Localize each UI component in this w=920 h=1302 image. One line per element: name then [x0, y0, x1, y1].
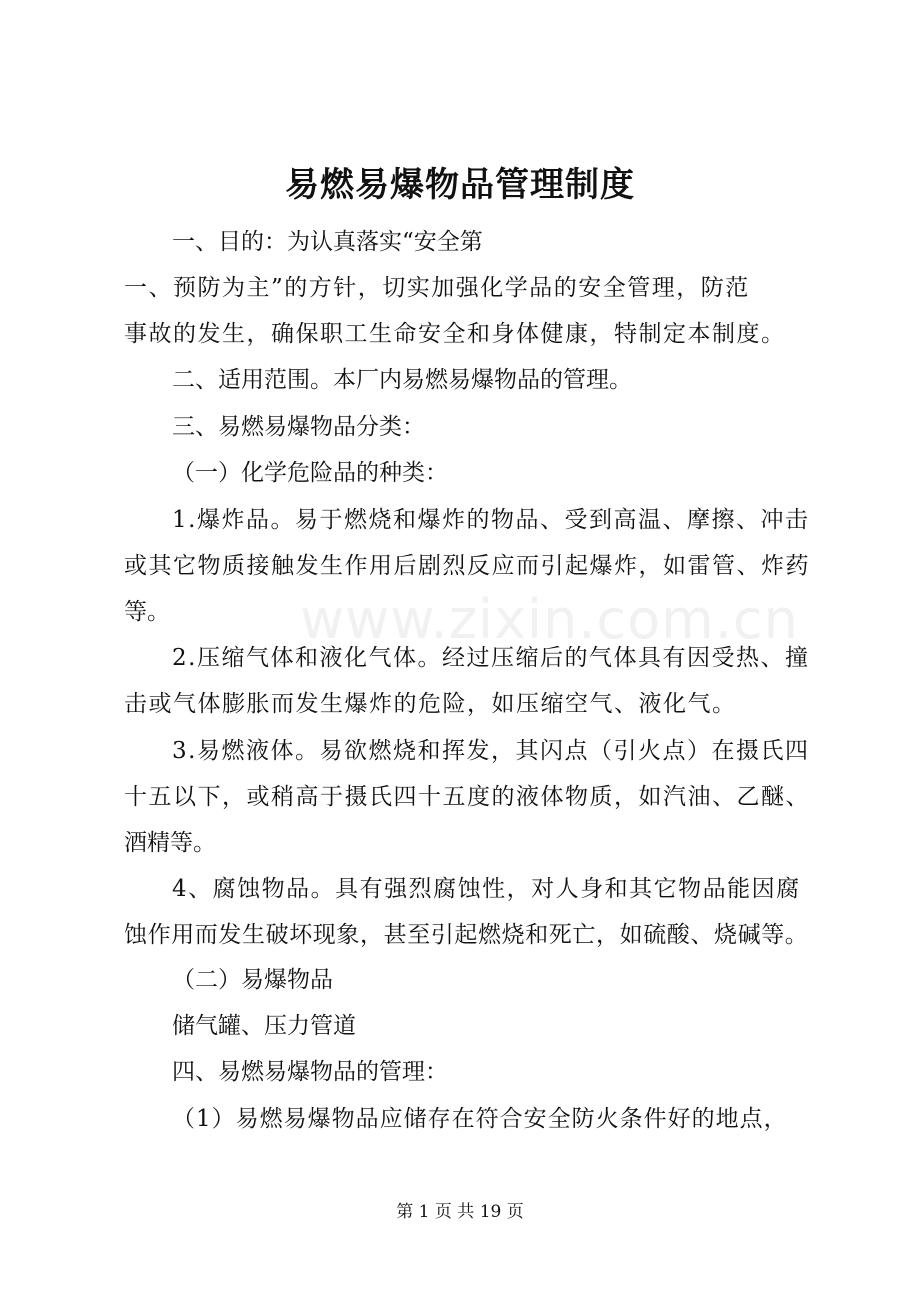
paragraph-line: 2.压缩气体和液化气体。经过压缩后的气体具有因受热、撞	[172, 645, 810, 671]
paragraph-line: （1）易燃易爆物品应储存在符合安全防火条件好的地点，	[172, 1106, 788, 1132]
paragraph-line: 一、目的：为认真落实“安全第	[172, 229, 483, 255]
section-heading: 四、易燃易爆物品的管理：	[172, 1059, 448, 1085]
page-title: 易燃易爆物品管理制度	[285, 165, 635, 205]
section-heading: 三、易燃易爆物品分类：	[172, 414, 425, 440]
paragraph-line: 击或气体膨胀而发生爆炸的危险，如压缩空气、液化气。	[124, 691, 737, 717]
paragraph-line: 3.易燃液体。易欲燃烧和挥发，其闪点（引火点）在摄氏四	[172, 738, 810, 764]
paragraph-line: 1.爆炸品。易于燃烧和爆炸的物品、受到高温、摩擦、冲击	[172, 507, 810, 533]
subsection-heading: （二）易爆物品	[172, 967, 333, 993]
paragraph-line: 十五以下，或稍高于摄氏四十五度的液体物质，如汽油、乙醚、	[124, 784, 810, 810]
watermark: www.zixin.com.cn	[300, 588, 799, 651]
paragraph-line: 或其它物质接触发生作用后剧烈反应而引起爆炸，如雷管、炸药	[124, 553, 810, 579]
paragraph-line: 蚀作用而发生破坏现象，甚至引起燃烧和死亡，如硫酸、烧碱等。	[124, 922, 809, 948]
subsection-heading: （一）化学危险品的种类：	[172, 460, 448, 486]
paragraph-line: 事故的发生，确保职工生命安全和身体健康，特制定本制度。	[124, 321, 786, 347]
paragraph-line: 二、适用范围。本厂内易燃易爆物品的管理。	[172, 367, 632, 393]
paragraph-line: 储气罐、压力管道	[172, 1013, 356, 1039]
paragraph-line: 4、腐蚀物品。具有强烈腐蚀性，对人身和其它物品能因腐	[172, 876, 801, 902]
page-footer: 第 1 页 共 19 页	[396, 1202, 524, 1222]
paragraph-line: 等。	[124, 599, 170, 625]
paragraph-line: 一、预防为主”的方针，切实加强化学品的安全管理，防范	[124, 275, 750, 301]
paragraph-line: 酒精等。	[124, 830, 216, 856]
